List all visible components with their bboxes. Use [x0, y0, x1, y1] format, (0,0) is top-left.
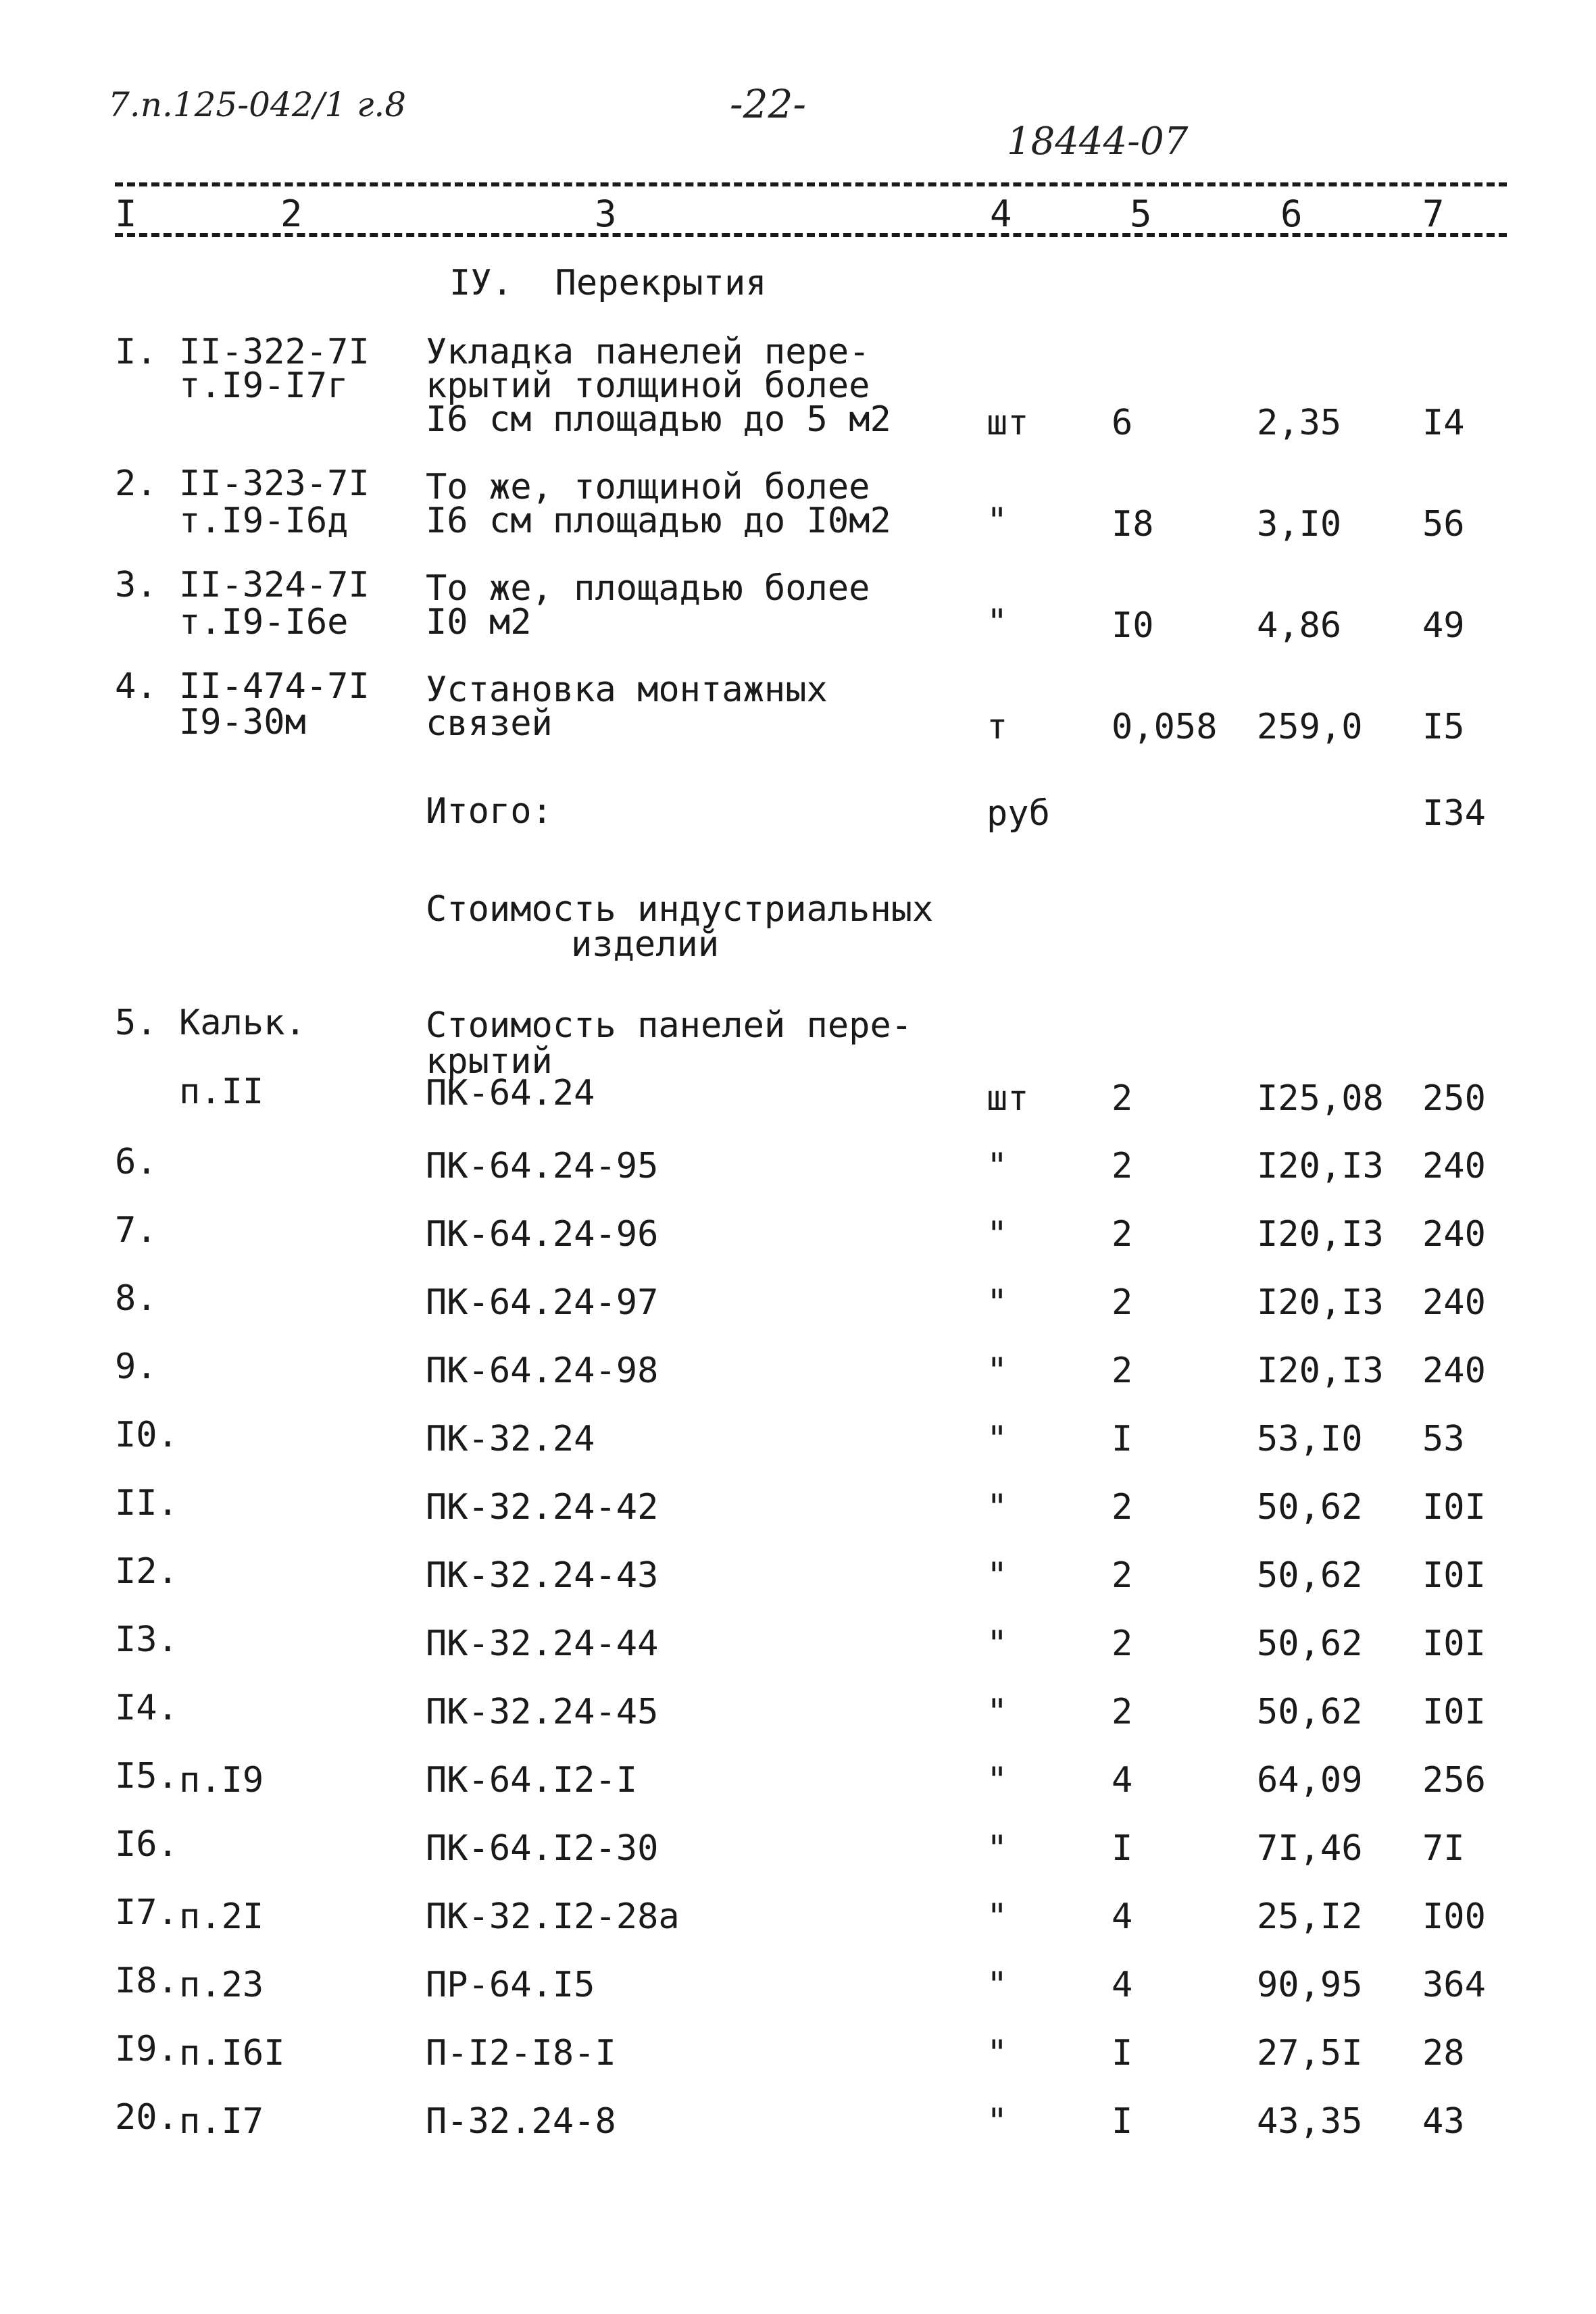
row-code: т.I9-I6д	[179, 501, 349, 541]
row-total: 53	[1422, 1419, 1465, 1459]
row-unit: "	[987, 1555, 1008, 1596]
column-number-4: 4	[990, 193, 1012, 235]
row-code: II-474-7I	[179, 666, 370, 707]
row-unit: "	[987, 1760, 1008, 1801]
row-code: т.I9-I7г	[179, 366, 349, 406]
row-price: 43,35	[1257, 2101, 1363, 2142]
row-number: I5.	[115, 1756, 178, 1796]
row-quantity: 2	[1112, 1078, 1133, 1119]
row-price: 90,95	[1257, 1965, 1363, 2005]
row-description: ПР-64.I5	[426, 1965, 595, 2005]
row-description: ПК-64.24-96	[426, 1214, 659, 1255]
stamp-number: 18444-07	[1007, 120, 1189, 164]
row-quantity: 4	[1112, 1760, 1133, 1801]
row-quantity: 2	[1112, 1692, 1133, 1732]
row-total: I00	[1422, 1896, 1486, 1937]
row-price: 50,62	[1257, 1692, 1363, 1732]
row-description: ПК-64.I2-I	[426, 1760, 638, 1801]
row-total: I0I	[1422, 1487, 1486, 1528]
row-code: II-324-7I	[179, 565, 370, 605]
row-total: 7I	[1422, 1828, 1465, 1869]
row-total: 240	[1422, 1351, 1486, 1391]
row-price: I20,I3	[1257, 1282, 1384, 1323]
row-description: ПК-64.I2-30	[426, 1828, 659, 1869]
row-price: I25,08	[1257, 1078, 1384, 1119]
row-code: п.2I	[179, 1896, 264, 1937]
row-code: п.I7	[179, 2101, 264, 2142]
row-price: 7I,46	[1257, 1828, 1363, 1869]
row-quantity: 2	[1112, 1487, 1133, 1528]
row-quantity: 0,058	[1112, 707, 1218, 747]
row-total: 240	[1422, 1282, 1486, 1323]
row-quantity: 4	[1112, 1965, 1133, 2005]
row-number: I8.	[115, 1961, 178, 2001]
column-number-7: 7	[1422, 193, 1445, 235]
row-quantity: 2	[1112, 1282, 1133, 1323]
row-description: I0 м2	[426, 602, 532, 643]
row-price: 64,09	[1257, 1760, 1363, 1801]
document-code: 7.п.125-042/1 г.8	[108, 85, 407, 124]
row-number: I7.	[115, 1892, 178, 1933]
row-quantity: I	[1112, 1419, 1133, 1459]
row-quantity: 2	[1112, 1351, 1133, 1391]
row-price: 50,62	[1257, 1624, 1363, 1664]
row-price: 53,I0	[1257, 1419, 1363, 1459]
row-code: т.I9-I6е	[179, 602, 349, 643]
row-total: 43	[1422, 2101, 1465, 2142]
row-number: 5.	[115, 1003, 157, 1043]
products-heading: изделий	[571, 924, 720, 965]
row-total: I4	[1422, 403, 1465, 443]
row-total: I5	[1422, 707, 1465, 747]
row-price: 3,I0	[1257, 504, 1342, 545]
row-description: П-I2-I8-I	[426, 2033, 616, 2073]
row-price: 259,0	[1257, 707, 1363, 747]
section-title: IУ. Перекрытия	[449, 263, 767, 303]
row-description: I6 см площадью до I0м2	[426, 501, 891, 541]
row-unit: "	[987, 1351, 1008, 1391]
row-total: I0I	[1422, 1692, 1486, 1732]
row-number: I2.	[115, 1551, 178, 1592]
row-description: ПК-64.24	[426, 1073, 595, 1113]
row-quantity: I0	[1112, 605, 1154, 646]
row-quantity: 2	[1112, 1624, 1133, 1664]
row-number: 20.	[115, 2097, 178, 2138]
row-quantity: 2	[1112, 1555, 1133, 1596]
row-code: п.23	[179, 1965, 264, 2005]
subtotal-label: Итого:	[426, 791, 553, 832]
row-description: ПК-32.24-45	[426, 1692, 659, 1732]
row-unit: "	[987, 1419, 1008, 1459]
subtotal-unit: руб	[987, 793, 1050, 834]
row-total: 56	[1422, 504, 1465, 545]
row-unit: т	[987, 707, 1008, 747]
row-number: 7.	[115, 1210, 157, 1251]
row-description: ПК-64.24-98	[426, 1351, 659, 1391]
row-quantity: I	[1112, 2033, 1133, 2073]
row-price: 50,62	[1257, 1555, 1363, 1596]
row-unit: "	[987, 2101, 1008, 2142]
row-description: ПК-32.24	[426, 1419, 595, 1459]
page-number: -22-	[730, 81, 806, 127]
row-description: То же, толщиной более	[426, 467, 870, 507]
row-price: 25,I2	[1257, 1896, 1363, 1937]
row-code: II-322-7I	[179, 332, 370, 372]
row-total: 240	[1422, 1146, 1486, 1186]
row-total: 28	[1422, 2033, 1465, 2073]
row-unit: "	[987, 2033, 1008, 2073]
row-description: I6 см площадью до 5 м2	[426, 399, 891, 440]
column-number-1: I	[115, 193, 137, 235]
row-description: ПК-32.I2-28а	[426, 1896, 680, 1937]
row-number: I3.	[115, 1619, 178, 1660]
row-unit: "	[987, 1624, 1008, 1664]
header-top-rule	[115, 182, 1507, 186]
products-heading: Стоимость индустриальных	[426, 889, 934, 930]
row-price: I20,I3	[1257, 1214, 1384, 1255]
row-number: I.	[115, 332, 157, 372]
row-total: 364	[1422, 1965, 1486, 2005]
row-quantity: I	[1112, 1828, 1133, 1869]
row-unit: шт	[987, 403, 1029, 443]
row-description: Укладка панелей пере-	[426, 332, 870, 372]
row-number: I4.	[115, 1688, 178, 1728]
row-code: п.II	[179, 1072, 264, 1112]
row-total: 250	[1422, 1078, 1486, 1119]
row-total: 49	[1422, 605, 1465, 646]
row-number: 2.	[115, 463, 157, 504]
row-price: 27,5I	[1257, 2033, 1363, 2073]
row-price: I20,I3	[1257, 1351, 1384, 1391]
row-unit: "	[987, 1487, 1008, 1528]
row-number: I0.	[115, 1415, 178, 1455]
row-code: II-323-7I	[179, 463, 370, 504]
row-total: I0I	[1422, 1624, 1486, 1664]
row-unit: "	[987, 1692, 1008, 1732]
row-unit: шт	[987, 1078, 1029, 1119]
row-unit: "	[987, 1214, 1008, 1255]
column-number-2: 2	[280, 193, 303, 235]
row-price: 50,62	[1257, 1487, 1363, 1528]
row-quantity: 2	[1112, 1146, 1133, 1186]
row-code: I9-30м	[179, 702, 306, 743]
row-description: Стоимость панелей пере-	[426, 1005, 913, 1046]
row-quantity: I	[1112, 2101, 1133, 2142]
row-description: ПК-32.24-42	[426, 1487, 659, 1528]
row-number: I6.	[115, 1824, 178, 1865]
row-unit: "	[987, 1146, 1008, 1186]
row-quantity: I8	[1112, 504, 1154, 545]
row-unit: "	[987, 1282, 1008, 1323]
row-number: 9.	[115, 1347, 157, 1387]
row-number: I9.	[115, 2029, 178, 2069]
row-unit: "	[987, 602, 1008, 643]
row-code: п.I9	[179, 1760, 264, 1801]
row-description: ПК-64.24-95	[426, 1146, 659, 1186]
row-description: крытий	[426, 1041, 553, 1082]
row-code: п.I6I	[179, 2033, 285, 2073]
row-unit: "	[987, 1965, 1008, 2005]
header-bottom-rule	[115, 233, 1507, 237]
row-total: I0I	[1422, 1555, 1486, 1596]
column-number-5: 5	[1130, 193, 1152, 235]
row-description: Установка монтажных	[426, 670, 828, 710]
row-description: ПК-64.24-97	[426, 1282, 659, 1323]
row-unit: "	[987, 501, 1008, 541]
row-number: II.	[115, 1483, 178, 1524]
row-code: Кальк.	[179, 1003, 306, 1043]
row-description: ПК-32.24-43	[426, 1555, 659, 1596]
row-quantity: 6	[1112, 403, 1133, 443]
row-description: связей	[426, 703, 553, 744]
row-quantity: 2	[1112, 1214, 1133, 1255]
column-number-3: 3	[595, 193, 617, 235]
row-number: 6.	[115, 1142, 157, 1182]
row-number: 3.	[115, 565, 157, 605]
row-description: крытий толщиной более	[426, 366, 870, 406]
row-number: 4.	[115, 666, 157, 707]
row-description: То же, площадью более	[426, 568, 870, 609]
row-price: I20,I3	[1257, 1146, 1384, 1186]
row-price: 4,86	[1257, 605, 1342, 646]
row-total: 240	[1422, 1214, 1486, 1255]
subtotal-total: I34	[1422, 793, 1486, 834]
row-unit: "	[987, 1896, 1008, 1937]
column-number-6: 6	[1280, 193, 1303, 235]
row-price: 2,35	[1257, 403, 1342, 443]
row-quantity: 4	[1112, 1896, 1133, 1937]
row-description: П-32.24-8	[426, 2101, 616, 2142]
row-description: ПК-32.24-44	[426, 1624, 659, 1664]
row-unit: "	[987, 1828, 1008, 1869]
row-number: 8.	[115, 1278, 157, 1319]
row-total: 256	[1422, 1760, 1486, 1801]
